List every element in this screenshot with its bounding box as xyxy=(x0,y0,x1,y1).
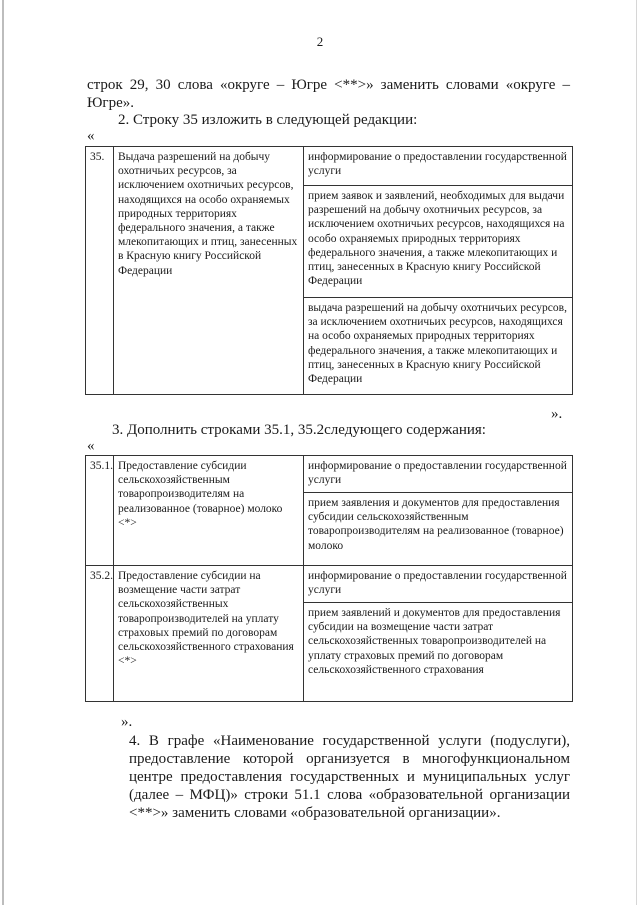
table-row-35 xyxy=(85,146,573,395)
subservice-cell: выдача разрешений на добычу охотничьих ресурсов, за исключением охотничьих ресурсов, находящихся на особо охраняемых природных территориях федерального значения, а также млекопитающих и птиц, занесенных в Красную книгу Российской Федерации xyxy=(304,298,573,395)
subservice-cell: информирование о предоставлении государственной услуги xyxy=(304,456,573,493)
subservice-cell: прием заявления и документов для предоставления субсидии сельскохозяйственным товаропроизводителям на реализованное (товарное) молоко xyxy=(304,493,573,566)
table-rows-35-1-35-2 xyxy=(85,455,573,702)
close-quote-1: ». xyxy=(551,406,563,422)
service-name: Выдача разрешений на добычу охотничьих ресурсов, за исключением охотничьих ресурсов, находящихся на особо охраняемых природных территориях федерального значения, а также млекопитающих и птиц, занесенных в Красную книгу Российской Федерации xyxy=(114,147,304,395)
paragraph-amendment-3: 3. Дополнить строками 35.1, 35.2следующего содержания: xyxy=(112,422,486,438)
subservice-cell: информирование о предоставлении государственной услуги xyxy=(304,147,573,186)
row-number: 35.1. xyxy=(86,456,114,566)
scan-right-edge xyxy=(636,0,637,905)
close-quote-2: ». xyxy=(121,714,133,730)
subservice-cell: прием заявлений и документов для предоставления субсидии на возмещение части затрат сельскохозяйственных товаропроизводителей на уплату страховых премий по договорам сельскохозяйственного страхования xyxy=(304,603,573,702)
open-quote-2: « xyxy=(87,438,95,454)
open-quote-1: « xyxy=(87,128,95,144)
service-name: Предоставление субсидии сельскохозяйственным товаропроизводителям на реализованное (товарное) молоко <*> xyxy=(114,456,304,566)
paragraph-text: 4. В графе «Наименование государственной услуги (подуслуги), предоставление которой организуется в многофункциональном центре предоставления государственных и муниципальных услуг (далее – МФЦ)» строки 51.1 слова «образовательной организации <**>» заменить словами «образовательной организации». xyxy=(129,733,570,821)
row-number: 35. xyxy=(86,147,114,395)
service-name: Предоставление субсидии на возмещение части затрат сельскохозяйственных товаропроизводителей на уплату страховых премий по договорам сельскохозяйственного страхования <*> xyxy=(114,566,304,702)
scan-left-edge xyxy=(2,0,4,905)
page-number: 2 xyxy=(316,34,324,49)
row-number: 35.2. xyxy=(86,566,114,702)
table-row xyxy=(86,456,573,493)
table-row xyxy=(86,566,573,603)
subservice-cell: информирование о предоставлении государственной услуги xyxy=(304,566,573,603)
subservice-cell: прием заявок и заявлений, необходимых для выдачи разрешений на добычу охотничьих ресурсов, за исключением охотничьих ресурсов, находящихся на особо охраняемых природных территориях федерального значения, а также млекопитающих и птиц, занесенных в Красную книгу Российской Федерации xyxy=(304,186,573,298)
paragraph-amendment-2: 2. Строку 35 изложить в следующей редакции: xyxy=(118,112,418,128)
paragraph-amendment-1: строк 29, 30 слова «округе – Югре <**>» заменить словами «округе – Югре». xyxy=(87,77,570,111)
paragraph-amendment-4 xyxy=(87,732,570,822)
table-row xyxy=(86,147,573,186)
